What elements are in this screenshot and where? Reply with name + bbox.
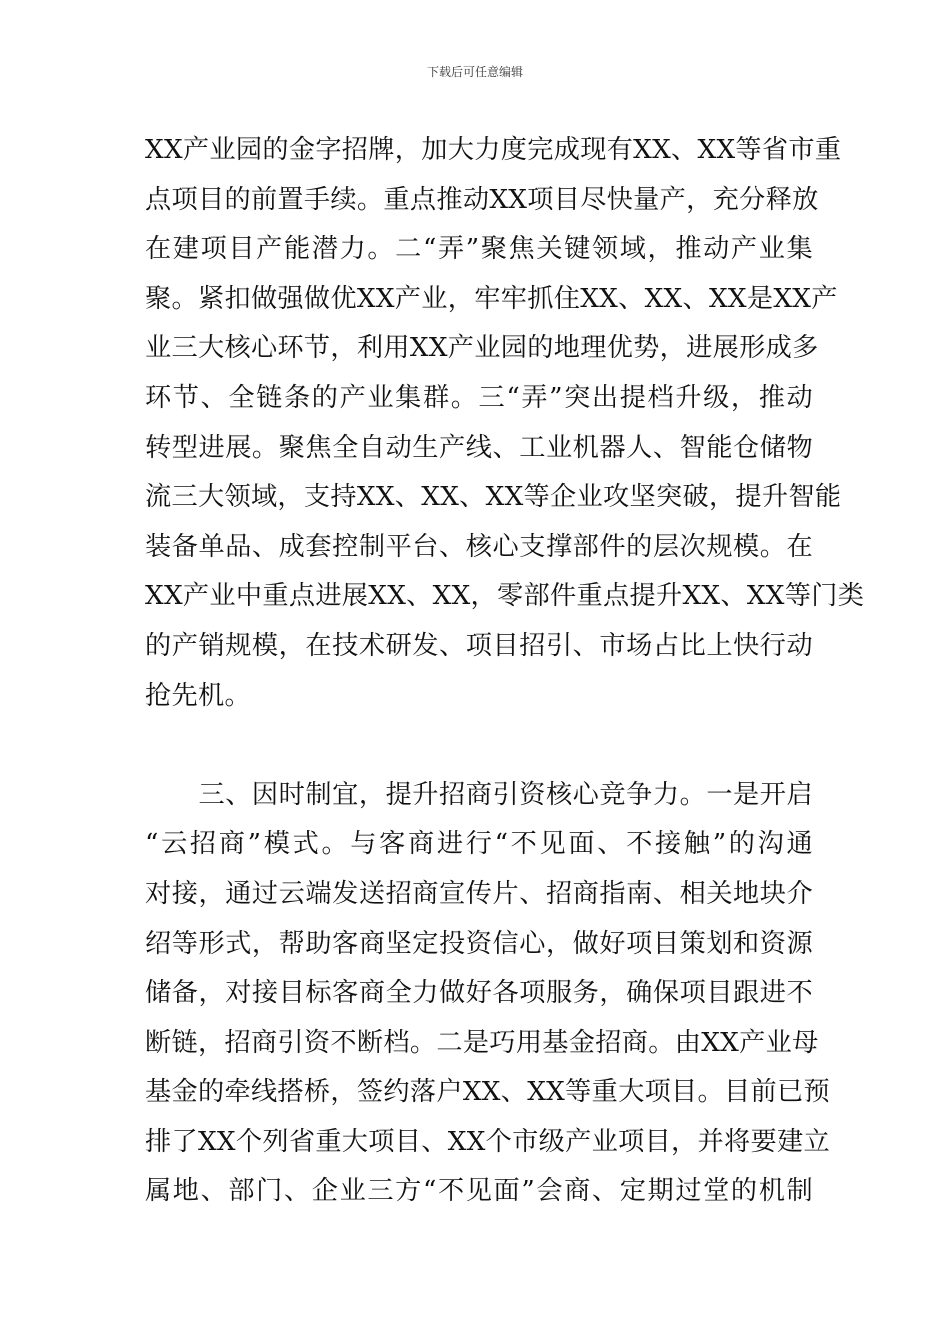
text-line: 流三大领域，支持XX、XX、XX等企业攻坚突破，提升智能 — [145, 482, 842, 513]
text-line: 对接，通过云端发送招商宣传片、招商指南、相关地块介 — [145, 878, 813, 909]
text-line: 排了XX个列省重大项目、XX个市级产业项目，并将要建立 — [145, 1126, 830, 1157]
document-body — [145, 126, 865, 1217]
text-line: 转型进展。聚焦全自动生产线、工业机器人、智能仓储物 — [145, 432, 813, 463]
text-line: 三、因时制宜，提升招商引资核心竞争力。一是开启 — [145, 779, 813, 810]
page-header: 下载后可任意编辑 — [426, 65, 523, 79]
text-line: 在建项目产能潜力。二“弄”聚焦关键领域，推动产业集 — [145, 234, 813, 265]
text-line: 的产销规模，在技术研发、项目招引、市场占比上快行动 — [145, 630, 813, 661]
paragraph-1 — [145, 126, 865, 721]
text-line: 绍等形式，帮助客商坚定投资信心，做好项目策划和资源 — [145, 928, 813, 959]
text-line: 装备单品、成套控制平台、核心支撑部件的层次规模。在 — [145, 531, 813, 562]
text-line: 属地、部门、企业三方“不见面”会商、定期过堂的机制 — [145, 1176, 813, 1207]
text-line: 基金的牵线搭桥，签约落户XX、XX等重大项目。目前已预 — [145, 1077, 830, 1108]
text-line: 抢先机。 — [145, 680, 251, 711]
text-line: 储备，对接目标客商全力做好各项服务，确保项目跟进不 — [145, 978, 813, 1009]
text-line: XX产业中重点进展XX、XX，零部件重点提升XX、XX等门类 — [145, 581, 865, 612]
paragraph-gap — [145, 721, 813, 771]
text-line: 聚。紧扣做强做优XX产业，牢牢抓住XX、XX、XX是XX产 — [145, 283, 838, 314]
text-line: 断链，招商引资不断档。二是巧用基金招商。由XX产业母 — [145, 1027, 819, 1058]
text-line: 业三大核心环节，利用XX产业园的地理优势，进展形成多 — [145, 333, 819, 364]
paragraph-2 — [145, 771, 830, 1217]
text-line: 环节、全链条的产业集群。三“弄”突出提档升级，推动 — [145, 382, 813, 413]
text-line: XX产业园的金字招牌，加大力度完成现有XX、XX等省市重 — [145, 135, 842, 165]
text-line: “云招商”模式。与客商进行“不见面、不接触”的沟通 — [145, 829, 813, 860]
text-line: 点项目的前置手续。重点推动XX项目尽快量产，充分释放 — [145, 184, 819, 215]
